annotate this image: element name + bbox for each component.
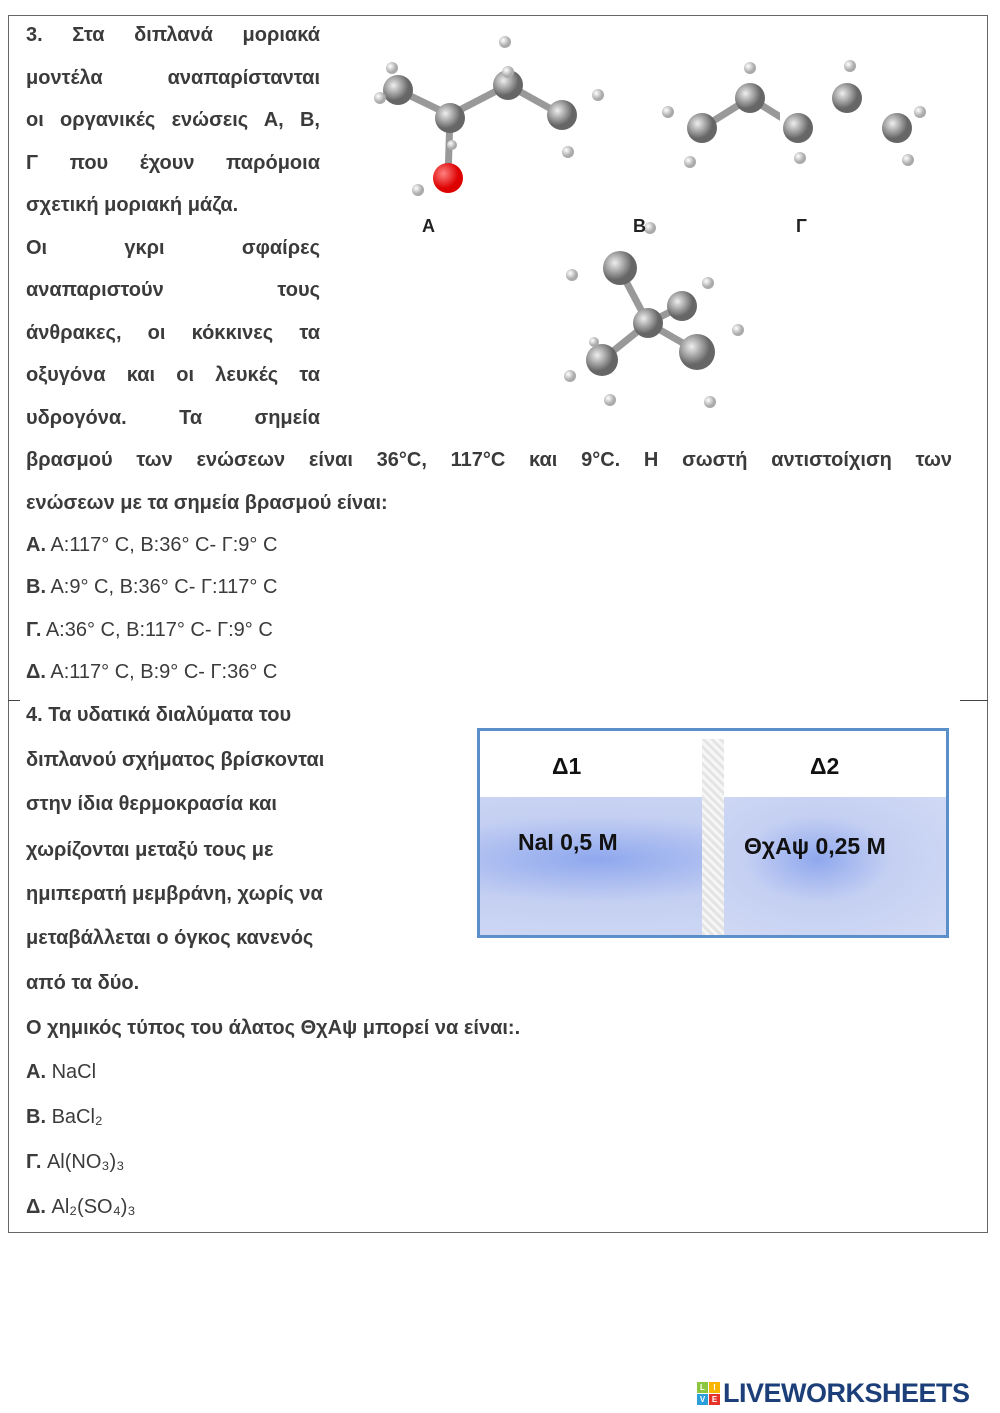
q3-line: οι οργανικές ενώσεις Α, Β, [26, 109, 320, 131]
q3-line: σχετική μοριακή μάζα. [26, 194, 239, 216]
molecule-a [374, 36, 604, 196]
q3-line: υδρογόνα. Τα σημεία [26, 407, 320, 429]
solution-d1-label: NaI 0,5 M [518, 829, 618, 855]
logo-cube-icon: L I V E [697, 1382, 720, 1405]
q3-option-c[interactable]: Γ. Α:36° C, Β:117° C- Γ:9° C [26, 619, 273, 641]
molecule-c-atoms [650, 50, 930, 180]
beaker-label-d2: Δ2 [810, 753, 840, 779]
divider-right [960, 700, 988, 701]
q4-option-d[interactable]: Δ. Al₂(SO₄)₃ [26, 1196, 136, 1218]
solution-d2-label: ΘχΑψ 0,25 M [744, 833, 886, 859]
q3-line: ενώσεων με τα σημεία βρασμού είναι: [26, 492, 388, 514]
divider-left [8, 700, 20, 701]
q4-line: στην ίδια θερμοκρασία και [26, 793, 277, 815]
solution-d2 [713, 797, 946, 935]
q4-option-a[interactable]: Α. NaCl [26, 1061, 97, 1083]
q4-question: Ο χημικός τύπος του άλατος ΘχΑψ μπορεί να είναι:. [26, 1017, 521, 1039]
q3-option-b[interactable]: Β. Α:9° C, Β:36° C- Γ:117° C [26, 576, 278, 598]
molecule-label-b: Β [633, 216, 646, 236]
logo-text: LIVEWORKSHEETS [723, 1378, 970, 1408]
q3-line: 3. Στα διπλανά μοριακά [26, 24, 320, 46]
beaker-label-d1: Δ1 [552, 753, 582, 779]
q3-option-d[interactable]: Δ. Α:117° C, Β:9° C- Γ:36° C [26, 661, 278, 683]
q3-line: οξυγόνα και οι λευκές τα [26, 364, 320, 386]
q3-line: άνθρακες, οι κόκκινες τα [26, 322, 320, 344]
q3-option-a[interactable]: Α. Α:117° C, Β:36° C- Γ:9° C [26, 534, 278, 556]
q4-line: 4. Τα υδατικά διαλύματα του [26, 704, 292, 726]
q3-line: Οι γκρι σφαίρες [26, 237, 320, 259]
molecule-b [564, 222, 744, 408]
semipermeable-membrane [702, 739, 724, 935]
q4-line: χωρίζονται μεταξύ τους με [26, 839, 274, 861]
q4-option-b[interactable]: Β. BaCl₂ [26, 1106, 103, 1128]
q3-line: Γ που έχουν παρόμοια [26, 152, 320, 174]
q4-option-c[interactable]: Γ. Al(NO₃)₃ [26, 1151, 125, 1173]
q4-line: μεταβάλλεται ο όγκος κανενός [26, 927, 314, 949]
membrane-beaker-diagram [477, 728, 949, 938]
q3-line: μοντέλα αναπαρίστανται [26, 67, 320, 89]
q4-line: διπλανού σχήματος βρίσκονται [26, 749, 325, 771]
q3-line: βρασμού των ενώσεων είναι 36°C, 117°C και 9°C. Η σωστή αντιστοίχιση των [26, 449, 952, 471]
molecule-label-a: Α [422, 216, 435, 236]
liveworksheets-logo [697, 1378, 970, 1409]
molecule-label-c: Γ [796, 216, 807, 236]
q4-line: από τα δύο. [26, 972, 140, 994]
q3-line: αναπαριστούν τους [26, 279, 320, 301]
q4-line: ημιπερατή μεμβράνη, χωρίς να [26, 883, 323, 905]
